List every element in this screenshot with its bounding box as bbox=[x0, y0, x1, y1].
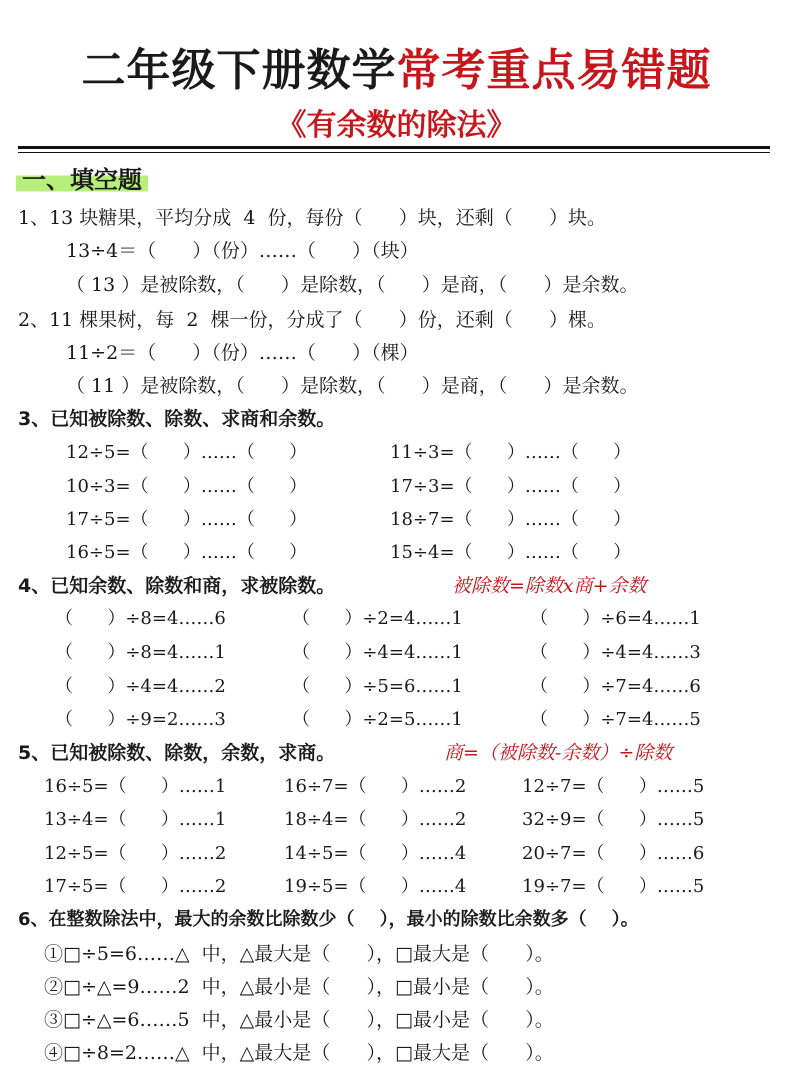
q6-item: ①□÷5=6……△ 中，△最大是（ ），□最大是（ ）。 bbox=[44, 943, 554, 965]
q5-item: 16÷7=（ ）……2 bbox=[284, 776, 467, 797]
q6-item: ②□÷△=9……2 中，△最小是（ ），□最小是（ ）。 bbox=[44, 976, 554, 998]
q3-item: 17÷3=（ ）……（ ） bbox=[390, 476, 632, 497]
q5-item: 12÷5=（ ）……2 bbox=[44, 843, 227, 864]
q2-line-1: 2、11 棵果树，每 2 棵一份，分成了（ ）份，还剩（ ）棵。 bbox=[18, 309, 607, 331]
title-divider-thin bbox=[18, 152, 770, 153]
q3-item: 18÷7=（ ）……（ ） bbox=[390, 509, 632, 530]
q4-item: （ ）÷7=4……5 bbox=[530, 709, 701, 730]
q4-item: （ ）÷4=4……1 bbox=[292, 642, 463, 663]
title-red: 常考重点易错题 bbox=[396, 45, 712, 96]
section-heading: 一、填空题 bbox=[16, 160, 148, 195]
q4-item: （ ）÷2=5……1 bbox=[292, 709, 463, 730]
q5-item: 19÷5=（ ）……4 bbox=[284, 876, 467, 897]
q4-item: （ ）÷5=6……1 bbox=[292, 676, 463, 697]
q4-item: （ ）÷7=4……6 bbox=[530, 676, 701, 697]
q3-item: 16÷5=（ ）……（ ） bbox=[66, 542, 308, 563]
q4-item: （ ）÷6=4……1 bbox=[530, 608, 701, 629]
q1-line-3: （ 13 ）是被除数，（ ）是除数，（ ）是商，（ ）是余数。 bbox=[66, 274, 639, 296]
q5-item: 17÷5=（ ）……2 bbox=[44, 876, 227, 897]
q3-item: 10÷3=（ ）……（ ） bbox=[66, 476, 308, 497]
title-black: 二年级下册数学 bbox=[81, 45, 397, 96]
q1-line-1: 1、13 块糖果，平均分成 4 份，每份（ ）块，还剩（ ）块。 bbox=[18, 207, 607, 229]
q2-line-2: 11÷2＝（ ）（份）……（ ）（棵） bbox=[66, 342, 419, 364]
q4-item: （ ）÷2=4……1 bbox=[292, 608, 463, 629]
q6-item: ③□÷△=6……5 中，△最小是（ ），□最小是（ ）。 bbox=[44, 1009, 554, 1031]
q5-item: 13÷4=（ ）……1 bbox=[44, 809, 227, 830]
q1-line-2: 13÷4＝（ ）（份）……（ ）（块） bbox=[66, 240, 419, 262]
q5-item: 18÷4=（ ）……2 bbox=[284, 809, 467, 830]
q5-item: 16÷5=（ ）……1 bbox=[44, 776, 227, 797]
q5-item: 14÷5=（ ）……4 bbox=[284, 843, 467, 864]
q4-title: 4、已知余数、除数和商，求被除数。 bbox=[18, 575, 336, 597]
q4-item: （ ）÷9=2……3 bbox=[55, 709, 226, 730]
q3-item: 11÷3=（ ）……（ ） bbox=[390, 442, 632, 463]
q4-item: （ ）÷4=4……2 bbox=[55, 676, 226, 697]
q4-item: （ ）÷8=4……1 bbox=[55, 642, 226, 663]
page-title bbox=[0, 34, 793, 98]
q5-formula-hint: 商=（被除数-余数）÷除数 bbox=[444, 742, 673, 764]
q5-item: 20÷7=（ ）……6 bbox=[522, 843, 705, 864]
q4-item: （ ）÷4=4……3 bbox=[530, 642, 701, 663]
q3-item: 17÷5=（ ）……（ ） bbox=[66, 509, 308, 530]
title-divider-thick bbox=[18, 146, 770, 149]
q4-item: （ ）÷8=4……6 bbox=[55, 608, 226, 629]
q3-item: 12÷5=（ ）……（ ） bbox=[66, 442, 308, 463]
q2-line-3: （ 11 ）是被除数，（ ）是除数，（ ）是商，（ ）是余数。 bbox=[66, 375, 639, 397]
q4-formula-hint: 被除数=除数x商+余数 bbox=[452, 575, 647, 597]
q6-item: ④□÷8=2……△ 中，△最大是（ ），□最大是（ ）。 bbox=[44, 1042, 554, 1064]
q3-title: 3、已知被除数、除数、求商和余数。 bbox=[18, 408, 336, 430]
q5-item: 12÷7=（ ）……5 bbox=[522, 776, 705, 797]
q5-title: 5、已知被除数、除数，余数，求商。 bbox=[18, 742, 336, 764]
q6-title: 6、在整数除法中，最大的余数比除数少（ ），最小的除数比余数多（ ）。 bbox=[18, 909, 639, 930]
q5-item: 32÷9=（ ）……5 bbox=[522, 809, 705, 830]
page-subtitle: 《有余数的除法》 bbox=[276, 108, 517, 143]
q5-item: 19÷7=（ ）……5 bbox=[522, 876, 705, 897]
q3-item: 15÷4=（ ）……（ ） bbox=[390, 542, 632, 563]
